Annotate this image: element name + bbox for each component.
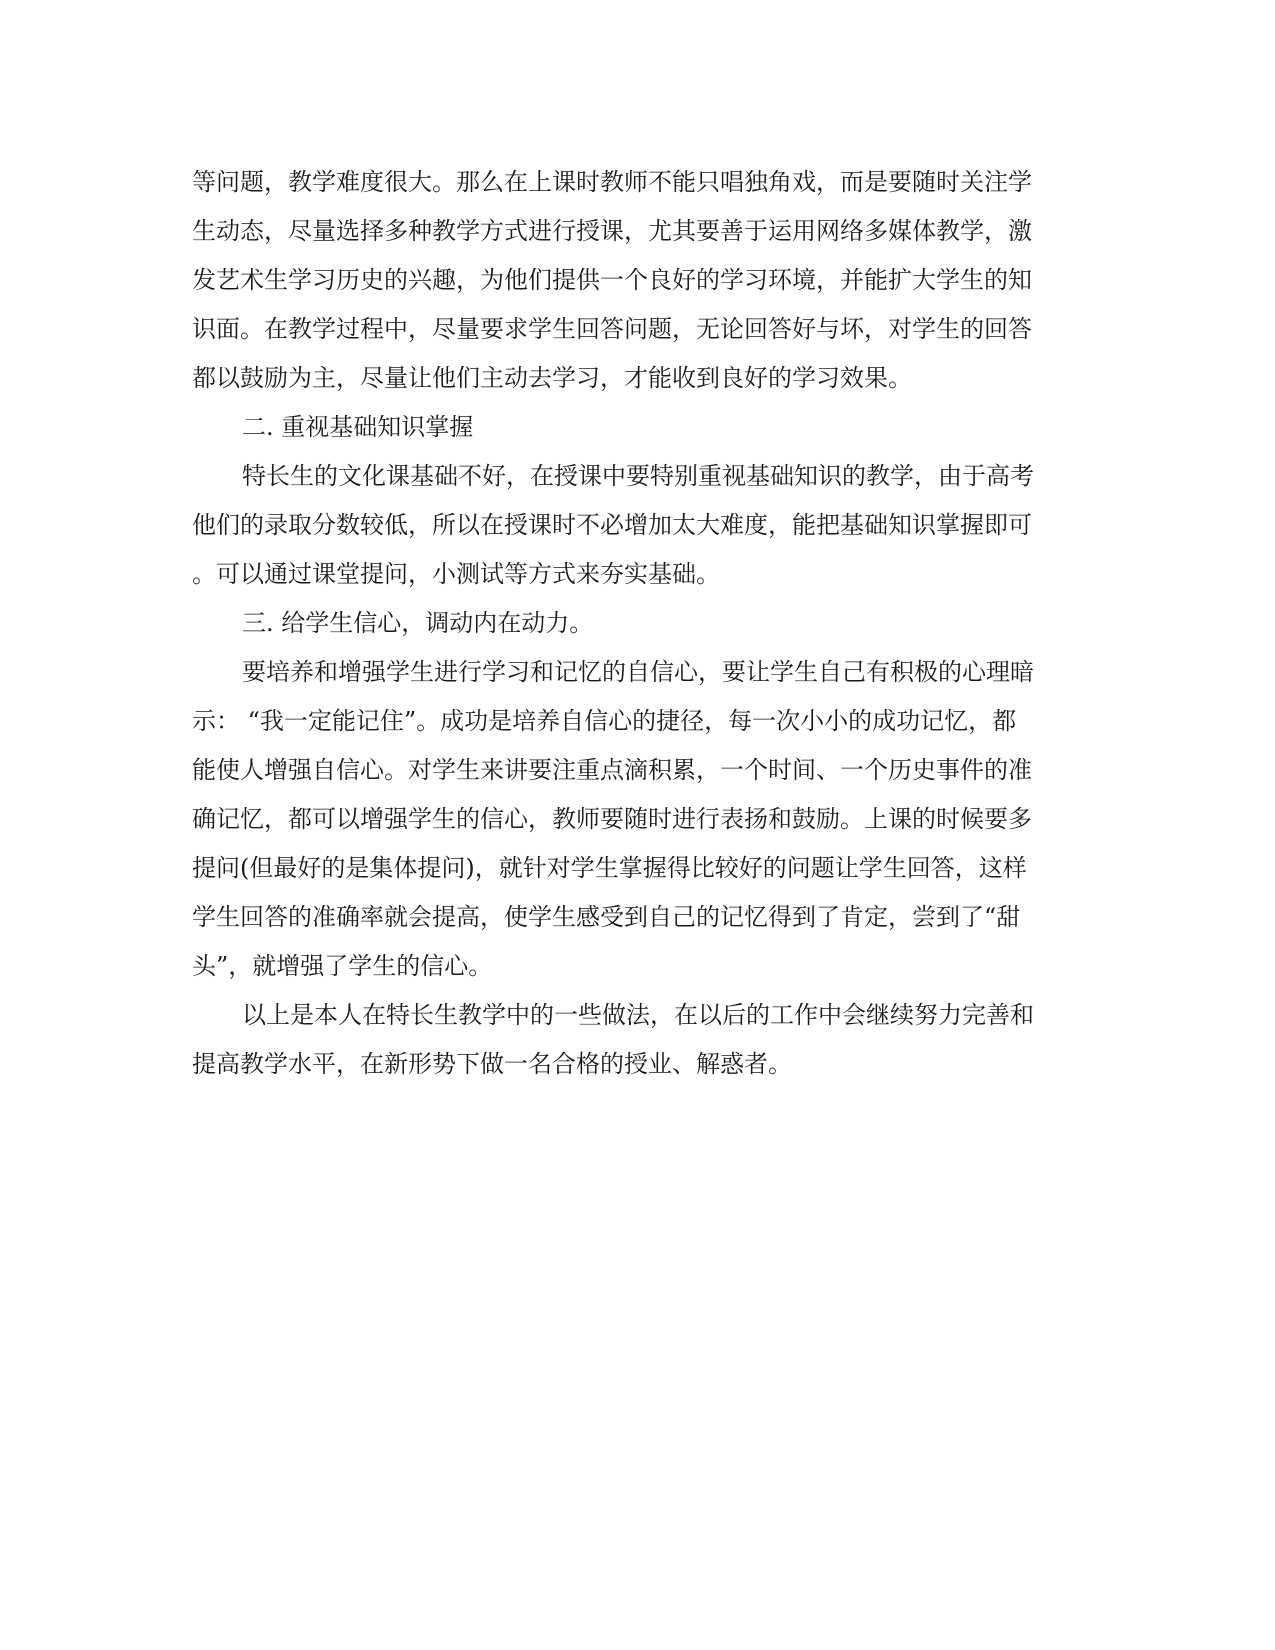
document-body	[192, 158, 1077, 1089]
text-line-9: 。可以通过课堂提问，小测试等方式来夯实基础。	[192, 560, 720, 588]
text-line-17: 头”，就增强了学生的信心。	[192, 952, 493, 980]
text-line-4: 识面。在教学过程中，尽量要求学生回答问题，无论回答好与坏，对学生的回答	[192, 315, 1032, 343]
text-line-18: 以上是本人在特长生教学中的一些做法，在以后的工作中会继续努力完善和	[242, 1001, 1034, 1029]
section-heading-2: 二. 重视基础知识掌握	[242, 413, 474, 441]
text-line-12: 示： “我一定能记住”。成功是培养自信心的捷径，每一次小小的成功记忆，都	[192, 707, 1017, 735]
text-line-13: 能使人增强自信心。对学生来讲要注重点滴积累，一个时间、一个历史事件的准	[192, 756, 1032, 784]
text-line-16: 学生回答的准确率就会提高，使学生感受到自己的记忆得到了肯定，尝到了“甜	[192, 903, 1021, 931]
section-heading-3: 三. 给学生信心，调动内在动力。	[242, 609, 594, 637]
text-line-3: 发艺术生学习历史的兴趣，为他们提供一个良好的学习环境，并能扩大学生的知	[192, 266, 1032, 294]
text-line-8: 他们的录取分数较低，所以在授课时不必增加太大难度，能把基础知识掌握即可	[192, 511, 1032, 539]
text-line-5: 都以鼓励为主，尽量让他们主动去学习，才能收到良好的学习效果。	[192, 364, 912, 392]
text-line-14: 确记忆，都可以增强学生的信心，教师要随时进行表扬和鼓励。上课的时候要多	[192, 805, 1032, 833]
text-line-19: 提高教学水平，在新形势下做一名合格的授业、解惑者。	[192, 1050, 792, 1078]
text-line-11: 要培养和增强学生进行学习和记忆的自信心，要让学生自己有积极的心理暗	[242, 658, 1034, 686]
text-line-1: 等问题，教学难度很大。那么在上课时教师不能只唱独角戏，而是要随时关注学	[192, 168, 1032, 196]
text-line-15: 提问(但最好的是集体提问)，就针对学生掌握得比较好的问题让学生回答，这样	[192, 854, 1027, 882]
text-line-7: 特长生的文化课基础不好，在授课中要特别重视基础知识的教学，由于高考	[242, 462, 1034, 490]
text-line-2: 生动态，尽量选择多种教学方式进行授课，尤其要善于运用网络多媒体教学，激	[192, 217, 1032, 245]
